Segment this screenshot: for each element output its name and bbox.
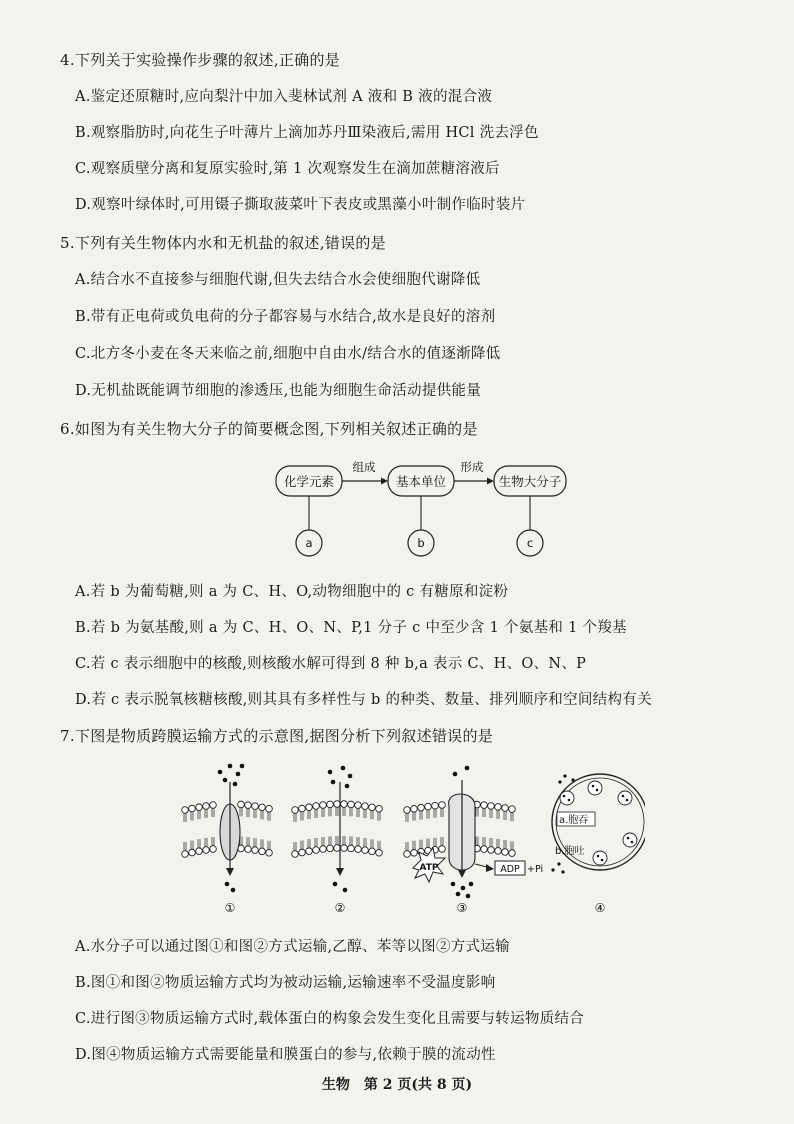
arrow-compose-head	[381, 478, 388, 485]
membrane-transport-figure	[175, 760, 645, 920]
q7-option-a: A.水分子可以通过图①和图②方式运输,乙醇、苯等以图②方式运输	[75, 939, 510, 955]
q4-option-a: A.鉴定还原糖时,应向梨汁中加入斐林试剂 A 液和 B 液的混合液	[75, 89, 493, 105]
adp-label: ADP	[500, 864, 520, 875]
box-basic-unit-label: 基本单位	[395, 474, 447, 489]
panel-3-label: ③	[456, 901, 468, 915]
q5-stem: 5.下列有关生物体内水和无机盐的叙述,错误的是	[60, 234, 386, 252]
q5-option-d: D.无机盐既能调节细胞的渗透压,也能为细胞生命活动提供能量	[75, 383, 482, 399]
q7-stem: 7.下图是物质跨膜运输方式的示意图,据图分析下列叙述错误的是	[60, 727, 494, 745]
lipid-bilayer	[292, 801, 383, 858]
exocytosis-label: b.胞吐	[555, 846, 585, 857]
box-elements-label: 化学元素	[283, 474, 335, 489]
panel-4-endo-exocytosis	[551, 774, 645, 915]
panel-1-label: ①	[224, 901, 236, 915]
page-footer: 生物 第 2 页(共 8 页)	[321, 1077, 473, 1093]
q5-option-a: A.结合水不直接参与细胞代谢,但失去结合水会使细胞代谢降低	[75, 272, 481, 288]
q6-option-b: B.若 b 为氨基酸,则 a 为 C、H、O、N、P,1 分子 c 中至少含 1 个氨基和 1 个羧基	[75, 620, 627, 636]
q7-option-d: D.图④物质运输方式需要能量和膜蛋白的参与,依赖于膜的流动性	[75, 1047, 496, 1063]
pi-label: +Pi	[527, 864, 544, 875]
arrow-form-head	[487, 478, 494, 485]
q5-option-c: C.北方冬小麦在冬天来临之前,细胞中自由水/结合水的值逐渐降低	[75, 346, 501, 362]
q6-option-d: D.若 c 表示脱氧核糖核酸,则其具有多样性与 b 的种类、数量、排列顺序和空间结构有关	[75, 692, 652, 708]
circle-b-label: b	[417, 536, 425, 550]
panel-2-label: ②	[334, 901, 346, 915]
arrow-form-label: 形成	[460, 460, 484, 474]
endocytosis-label: a.胞吞	[559, 815, 589, 826]
concept-map-diagram	[270, 455, 580, 560]
panel-2-free-diffusion	[328, 766, 353, 915]
q6-option-a: A.若 b 为葡萄糖,则 a 为 C、H、O,动物细胞中的 c 有糖原和淀粉	[75, 584, 509, 600]
arrow-compose-label: 组成	[352, 460, 376, 474]
q4-stem: 4.下列关于实验操作步骤的叙述,正确的是	[60, 51, 341, 69]
q6-option-c: C.若 c 表示细胞中的核酸,则核酸水解可得到 8 种 b,a 表示 C、H、O、N、P	[75, 656, 587, 672]
circle-a-label: a	[305, 536, 313, 550]
q5-option-b: B.带有正电荷或负电荷的分子都容易与水结合,故水是良好的溶剂	[75, 309, 496, 325]
q4-option-d: D.观察叶绿体时,可用镊子撕取菠菜叶下表皮或黑藻小叶制作临时装片	[75, 197, 526, 213]
circle-c-label: c	[526, 536, 534, 550]
panel-4-label: ④	[594, 901, 606, 915]
q7-option-c: C.进行图③物质运输方式时,载体蛋白的构象会发生变化且需要与转运物质结合	[75, 1011, 585, 1027]
q6-stem: 6.如图为有关生物大分子的简要概念图,下列相关叙述正确的是	[60, 420, 478, 438]
box-macromolecule-label: 生物大分子	[498, 474, 562, 489]
q4-option-b: B.观察脂肪时,向花生子叶薄片上滴加苏丹Ⅲ染液后,需用 HCl 洗去浮色	[75, 125, 539, 141]
q7-option-b: B.图①和图②物质运输方式均为被动运输,运输速率不受温度影响	[75, 975, 496, 991]
atp-label: ATP	[419, 863, 439, 873]
q4-option-c: C.观察质壁分离和复原实验时,第 1 次观察发生在滴加蔗糖溶液后	[75, 161, 500, 177]
